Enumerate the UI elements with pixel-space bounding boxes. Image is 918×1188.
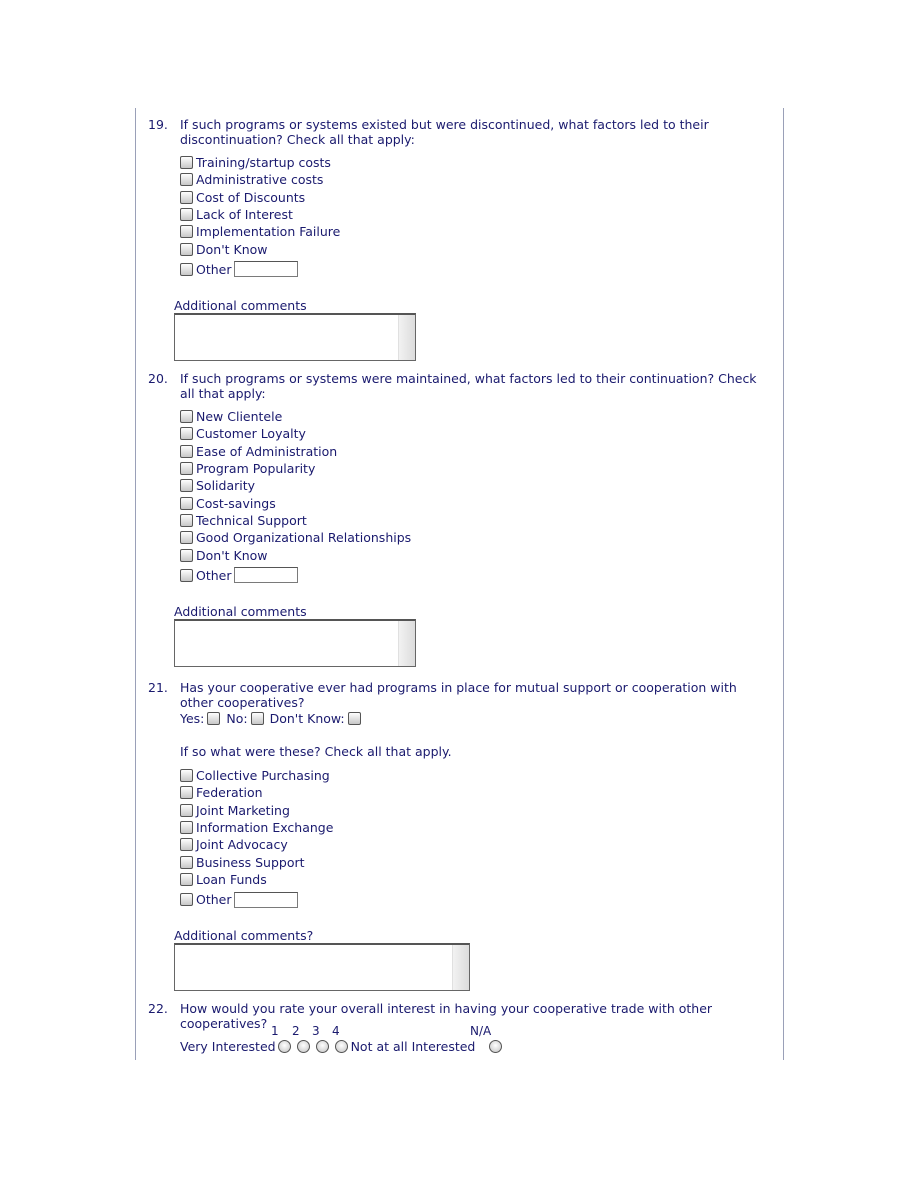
checkbox[interactable]: [180, 804, 193, 817]
comments-textarea[interactable]: [174, 619, 416, 667]
checkbox[interactable]: [180, 243, 193, 256]
option-training-startup-costs[interactable]: Training/startup costs: [180, 154, 340, 171]
checkbox[interactable]: [180, 856, 193, 869]
question-subtext: If so what were these? Check all that apply.: [180, 744, 452, 759]
not-at-all-interested-label: Not at all Interested: [350, 1039, 476, 1054]
dont-know-checkbox[interactable]: [348, 712, 361, 725]
na-radio[interactable]: [489, 1040, 502, 1053]
option-business-support[interactable]: Business Support: [180, 853, 333, 870]
option-joint-advocacy[interactable]: Joint Advocacy: [180, 836, 333, 853]
checkbox[interactable]: [180, 569, 193, 582]
option-administrative-costs[interactable]: Administrative costs: [180, 171, 340, 188]
question-number: 19.: [148, 117, 168, 132]
option-information-exchange[interactable]: Information Exchange: [180, 819, 333, 836]
option-ease-of-administration[interactable]: Ease of Administration: [180, 443, 411, 460]
option-dont-know[interactable]: Don't Know: [180, 546, 411, 563]
checkbox[interactable]: [180, 410, 193, 423]
comments-label: Additional comments: [174, 604, 307, 619]
rating-4-radio[interactable]: [335, 1040, 348, 1053]
option-other[interactable]: Other: [180, 891, 333, 908]
option-new-clientele[interactable]: New Clientele: [180, 408, 411, 425]
no-checkbox[interactable]: [251, 712, 264, 725]
option-customer-loyalty[interactable]: Customer Loyalty: [180, 425, 411, 442]
question-text: If such programs or systems existed but were discontinued, what factors led to their discontinuation? Check all that apply:: [180, 117, 709, 147]
option-technical-support[interactable]: Technical Support: [180, 512, 411, 529]
checkbox[interactable]: [180, 191, 193, 204]
option-program-popularity[interactable]: Program Popularity: [180, 460, 411, 477]
scrollbar[interactable]: [452, 945, 469, 990]
scrollbar[interactable]: [398, 621, 415, 666]
checkbox[interactable]: [180, 208, 193, 221]
comments-textarea[interactable]: [174, 313, 416, 361]
checkbox[interactable]: [180, 786, 193, 799]
option-collective-purchasing[interactable]: Collective Purchasing: [180, 767, 333, 784]
comments-label: Additional comments: [174, 298, 307, 313]
rating-row: [180, 1039, 502, 1054]
very-interested-label: Very Interested: [180, 1039, 276, 1054]
checkbox[interactable]: [180, 873, 193, 886]
option-other[interactable]: Other: [180, 261, 340, 278]
scale-2-label: 2: [292, 1024, 300, 1038]
checkbox[interactable]: [180, 893, 193, 906]
checkbox[interactable]: [180, 497, 193, 510]
na-label: N/A: [470, 1024, 492, 1038]
option-loan-funds[interactable]: Loan Funds: [180, 871, 333, 888]
scale-4-label: 4: [332, 1024, 340, 1038]
option-solidarity[interactable]: Solidarity: [180, 477, 411, 494]
option-cost-savings[interactable]: Cost-savings: [180, 494, 411, 511]
option-lack-of-interest[interactable]: Lack of Interest: [180, 206, 340, 223]
question-number: 21.: [148, 680, 168, 695]
options-list: [180, 154, 340, 278]
comments-textarea[interactable]: [174, 943, 470, 991]
checkbox[interactable]: [180, 769, 193, 782]
checkbox[interactable]: [180, 173, 193, 186]
option-other[interactable]: Other: [180, 567, 411, 584]
question-number: 22.: [148, 1001, 168, 1016]
no-label: No:: [226, 711, 248, 726]
option-implementation-failure[interactable]: Implementation Failure: [180, 223, 340, 240]
option-joint-marketing[interactable]: Joint Marketing: [180, 802, 333, 819]
scale-1-label: 1: [271, 1024, 279, 1038]
checkbox[interactable]: [180, 838, 193, 851]
checkbox[interactable]: [180, 479, 193, 492]
rating-3-radio[interactable]: [316, 1040, 329, 1053]
option-good-organizational-relationships[interactable]: Good Organizational Relationships: [180, 529, 411, 546]
checkbox[interactable]: [180, 514, 193, 527]
checkbox[interactable]: [180, 263, 193, 276]
yes-checkbox[interactable]: [207, 712, 220, 725]
other-text-input[interactable]: [234, 261, 298, 277]
options-list: [180, 408, 411, 584]
yes-no-dontknow-row: [180, 711, 367, 726]
checkbox[interactable]: [180, 821, 193, 834]
survey-frame: [135, 108, 784, 1060]
checkbox[interactable]: [180, 549, 193, 562]
scrollbar[interactable]: [398, 315, 415, 360]
checkbox[interactable]: [180, 462, 193, 475]
comments-label: Additional comments?: [174, 928, 314, 943]
checkbox[interactable]: [180, 225, 193, 238]
question-text: How would you rate your overall interest in having your cooperative trade with other cooperatives?: [180, 1001, 713, 1031]
option-cost-of-discounts[interactable]: Cost of Discounts: [180, 189, 340, 206]
option-dont-know[interactable]: Don't Know: [180, 240, 340, 257]
rating-1-radio[interactable]: [278, 1040, 291, 1053]
question-number: 20.: [148, 371, 168, 386]
question-text: Has your cooperative ever had programs in place for mutual support or cooperation with other cooperatives?: [180, 680, 737, 710]
scale-3-label: 3: [312, 1024, 320, 1038]
question-text: If such programs or systems were maintained, what factors led to their continuation? Check all that apply:: [180, 371, 757, 401]
yes-label: Yes:: [180, 711, 205, 726]
other-text-input[interactable]: [234, 567, 298, 583]
checkbox[interactable]: [180, 445, 193, 458]
checkbox[interactable]: [180, 531, 193, 544]
checkbox[interactable]: [180, 427, 193, 440]
checkbox[interactable]: [180, 156, 193, 169]
rating-2-radio[interactable]: [297, 1040, 310, 1053]
dont-know-label: Don't Know:: [269, 711, 345, 726]
other-text-input[interactable]: [234, 892, 298, 908]
options-list: [180, 767, 333, 908]
option-federation[interactable]: Federation: [180, 784, 333, 801]
